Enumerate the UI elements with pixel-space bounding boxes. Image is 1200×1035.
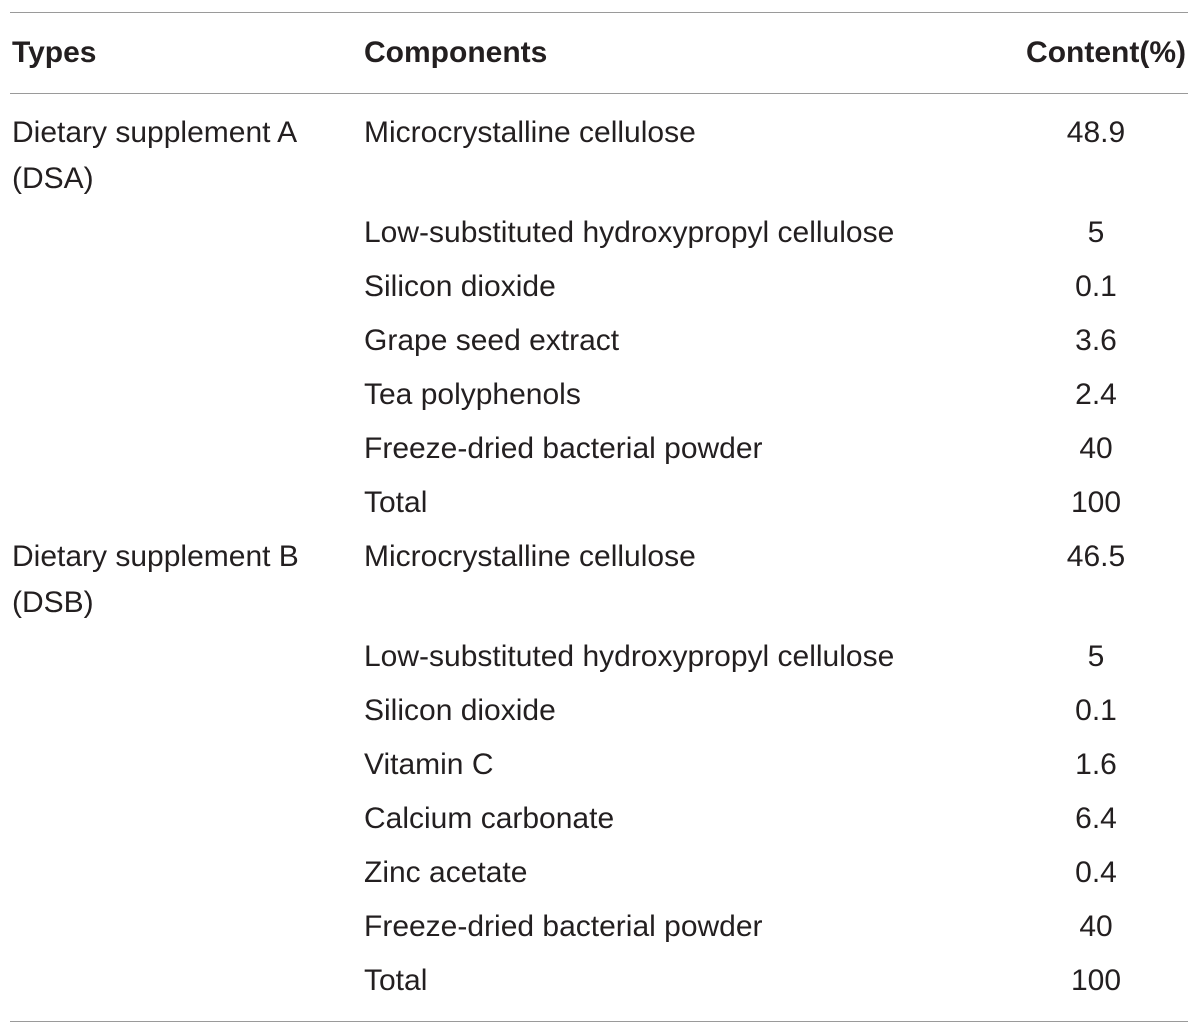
content-cell: 40 <box>1079 910 1113 943</box>
content-cell: 46.5 <box>1066 540 1126 573</box>
content-cell: 0.1 <box>1075 270 1117 303</box>
header-content: Content(%) <box>1026 36 1186 69</box>
component-cell: Calcium carbonate <box>364 802 615 835</box>
content-cell: 1.6 <box>1075 748 1117 781</box>
content-cell: 5 <box>1087 640 1105 673</box>
component-cell: Total <box>364 964 428 997</box>
table-row <box>0 426 1200 480</box>
table-row <box>0 796 1200 850</box>
component-cell: Grape seed extract <box>364 324 620 357</box>
table-row <box>0 904 1200 958</box>
table-row <box>0 958 1200 1012</box>
table-row <box>0 742 1200 796</box>
table-row <box>0 688 1200 742</box>
component-cell: Silicon dioxide <box>364 270 556 303</box>
table-row <box>0 534 1200 588</box>
content-cell: 100 <box>1070 964 1122 997</box>
component-cell: Zinc acetate <box>364 856 528 889</box>
table-row <box>0 480 1200 534</box>
content-cell: 48.9 <box>1066 116 1126 149</box>
component-cell: Low-substituted hydroxypropyl cellulose <box>364 640 895 673</box>
content-cell: 0.4 <box>1075 856 1117 889</box>
content-cell: 5 <box>1087 216 1105 249</box>
content-cell: 2.4 <box>1075 378 1117 411</box>
header-types: Types <box>12 36 97 69</box>
component-cell: Silicon dioxide <box>364 694 556 727</box>
component-cell: Total <box>364 486 428 519</box>
content-cell: 3.6 <box>1075 324 1117 357</box>
table-row <box>0 210 1200 264</box>
content-cell: 0.1 <box>1075 694 1117 727</box>
table-row <box>0 264 1200 318</box>
table-row <box>0 634 1200 688</box>
component-cell: Vitamin C <box>364 748 494 781</box>
component-cell: Tea polyphenols <box>364 378 581 411</box>
table-row <box>0 850 1200 904</box>
header-components: Components <box>364 36 548 69</box>
component-cell: Microcrystalline cellulose <box>364 116 696 149</box>
component-cell: Low-substituted hydroxypropyl cellulose <box>364 216 895 249</box>
component-cell: Freeze-dried bacterial powder <box>364 432 763 465</box>
content-cell: 6.4 <box>1075 802 1117 835</box>
content-cell: 100 <box>1070 486 1122 519</box>
table-bottom-rule <box>10 1021 1188 1022</box>
table-row <box>0 110 1200 164</box>
content-cell: 40 <box>1079 432 1113 465</box>
component-cell: Freeze-dried bacterial powder <box>364 910 763 943</box>
group-type-label: Dietary supplement B (DSB) <box>12 540 299 619</box>
component-cell: Microcrystalline cellulose <box>364 540 696 573</box>
table-row <box>0 372 1200 426</box>
group-type-label: Dietary supplement A (DSA) <box>12 116 296 195</box>
table-row <box>0 318 1200 372</box>
